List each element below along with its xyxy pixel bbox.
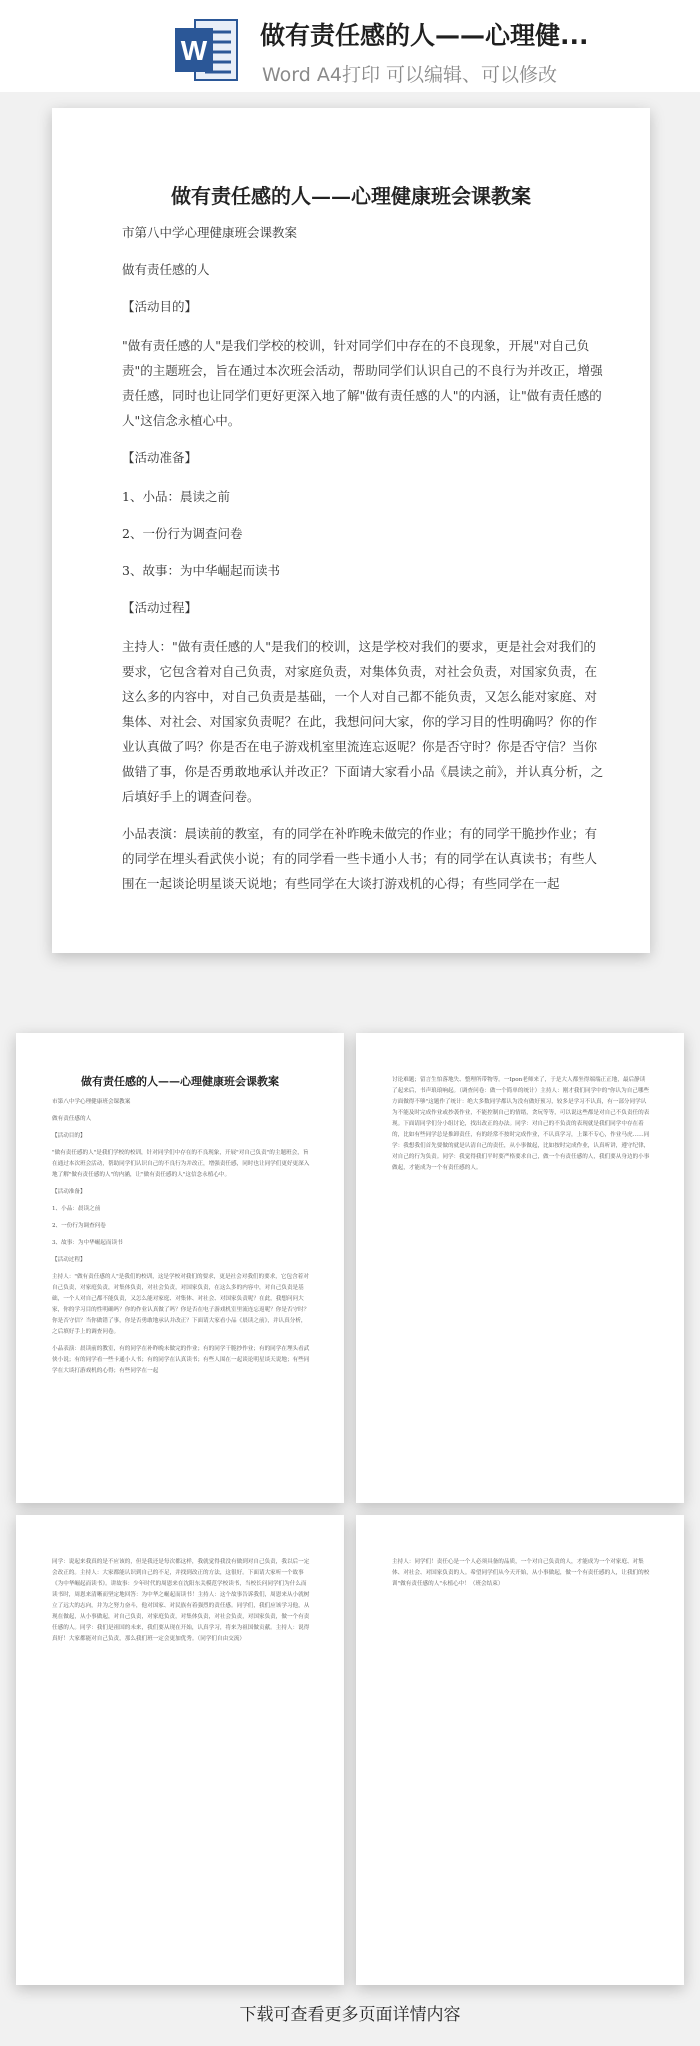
thumb-body — [392, 1557, 650, 1596]
thumb-line: 【活动目的】 — [52, 1133, 86, 1139]
thumb-line: 3、故事：为中华崛起而读书 — [52, 1240, 123, 1246]
thumb-line: 小品表演：晨读前的教室，有的同学在补昨晚未做完的作业；有的同学干脆抄作业；有的同学在埋头看武侠小说；有的同学看一些卡通小人书；有的同学在认真读书；有些人围在一起谈论明星谈天说地；有些同学在大谈打游戏机的心得；有些同学在一起 — [52, 1346, 310, 1374]
thumb-line: 主持人："做有责任感的人"是我们的校训，这是学校对我们的要求，更是社会对我们的要求，它包含着对自己负责，对家庭负责，对集体负责，对社会负责，对国家负责，在这么多的内容中，对自己负责是基础，一个人对自己都不能负责，又怎么能对家庭、对集体、对社会、对国家负责呢？在此，我想问问大家，你的学习目的性明确吗？你的作业认真做了吗？你是否在电子游戏机室里流连忘返呢？你是否守时？你是否守信？当你做错了事，你是否勇敢地承认并改正？下面请大家看小品《晨读之前》，并认真分析，之后填好手上的调查问卷。 — [52, 1274, 310, 1335]
thumb-line: 做有责任感的人 — [52, 1116, 92, 1122]
thumbnail-page-4[interactable] — [356, 1515, 684, 1985]
prep-item: 3、故事：为中华崛起而读书 — [122, 563, 280, 578]
section-heading-goal: 【活动目的】 — [122, 299, 198, 314]
page-body — [122, 220, 608, 908]
thumbnail-page-1[interactable] — [16, 1033, 344, 1503]
section-heading-process: 【活动过程】 — [122, 600, 198, 615]
word-icon-letter: W — [180, 35, 208, 66]
host-paragraph: 主持人："做有责任感的人"是我们的校训，这是学校对我们的要求，更是社会对我们的要求，它包含着对自己负责，对家庭负责，对集体负责，对社会负责，对国家负责，在这么多的内容中，对自己负责是基础，一个人对自己都不能负责，又怎么能对家庭、对集体、对社会、对国家负责呢？在此，我想问问大家，你的学习目的性明确吗？你的作业认真做了吗？你是否在电子游戏机室里流连忘返呢？你是否守时？你是否守信？当你做错了事，你是否勇敢地承认并改正？下面请大家看小品《晨读之前》，并认真分析，之后填好手上的调查问卷。 — [122, 639, 604, 804]
thumb-text: 同学：说起来我真的是不应该的，但是我还是每次都这样，我就觉得我没有做到对自己负责，我以后一定会改正的。主持人：大家都能认识到自己的不足，并找到改正的方法，这很好。下面请大家听一个故事《为中华崛起而读书》。讲故事：少年时代的周恩来在沈阳东关模范学校读书，当校长问同学们为什么而读书时，周恩来清晰而坚定地回答：为中华之崛起而读书！主持人：这个故事告诉我们，周恩来从小就树立了远大的志向，并为之努力奋斗，他对国家、对民族有着强烈的责任感。同学们，我们应该学习他，从现在做起，从小事做起，对自己负责，对家庭负责，对集体负责，对社会负责，对国家负责，做一个有责任感的人。同学：我们是祖国的未来，我们要从现在开始，认真学习，将来为祖国做贡献。主持人：说得真好！大家都能对自己负责，那么我们班一定会更加优秀。（同学们自由交流） — [52, 1559, 310, 1642]
thumb-body — [52, 1557, 310, 1651]
word-icon — [175, 18, 239, 82]
org-line: 市第八中学心理健康班会课教案 — [122, 225, 298, 240]
subject-line: 做有责任感的人 — [122, 262, 210, 277]
header-banner — [0, 0, 700, 92]
thumb-line: "做有责任感的人"是我们学校的校训，针对同学们中存在的不良现象，开展"对自己负责"的主题班会，旨在通过本次班会活动，帮助同学们认识自己的不良行为并改正，增强责任感，同时也让同学们更好更深入地了解"做有责任感的人"的内涵，让"做有责任感的人"这信念永植心中。 — [52, 1150, 310, 1178]
thumb-line: 1、小品：晨读之前 — [52, 1206, 101, 1212]
thumb-line: 2、一份行为调查问卷 — [52, 1223, 106, 1229]
prep-item: 1、小品：晨读之前 — [122, 489, 230, 504]
thumb-body — [52, 1097, 310, 1383]
thumb-line: 【活动过程】 — [52, 1257, 86, 1263]
skit-paragraph: 小品表演：晨读前的教室，有的同学在补昨晚未做完的作业；有的同学干脆抄作业；有的同学在埋头看武侠小说；有的同学看一些卡通小人书；有的同学在认真读书；有些人围在一起谈论明星谈天说地；有些同学在大谈打游戏机的心得；有些同学在一起 — [122, 826, 598, 891]
page-title: 做有责任感的人——心理健康班会课教案 — [171, 184, 531, 208]
document-title: 做有责任感的人——心理健... — [260, 21, 589, 50]
thumb-text: 讨论难题；留言生怕落地失、整理所带物等。一Ipon老师来了，于是大人都坐得端端正正地，最后静读了起来后，书声琅琅响起。（调查问卷：做一个简单的统计）主持人：刚才我们同学中的"你认为自己哪些方面做得不够"这题作了统计：绝大多数同学都认为没有做好预习，较多是学习不认真，有一部分同学认为不能及时完成作业或抄袭作业，不能控制自己的情绪，贪玩等等，可以说这些都是对自己不负责任的表现。下面请同学们分小组讨论，找出改正的办法。同学：对自己的不负责的表现就是我们同学中存在着的，比如有些同学总是推卸责任，有的经常不按时完成作业，不认真学习，上课不专心，作业马虎……同学：我想我们首先要做的就是认清自己的责任，从小事做起，比如按时完成作业，认真听讲，遵守纪律，对自己的行为负责。同学：我觉得我们平时要严格要求自己，做一个有责任感的人，我们要从身边的小事做起，才能成为一个有责任感的人。 — [392, 1077, 650, 1171]
thumb-text: 主持人：同学们！责任心是一个人必须具备的品质，一个对自己负责的人，才能成为一个对家庭、对集体、对社会、对国家负责的人。希望同学们从今天开始，从小事做起，做一个有责任感的人，让我们的校训"做有责任感的人"永植心中！（班会结束） — [392, 1559, 650, 1587]
section-heading-prep: 【活动准备】 — [122, 450, 198, 465]
thumbnail-page-3[interactable] — [16, 1515, 344, 1985]
thumb-body — [392, 1075, 650, 1180]
prep-item: 2、一份行为调查问卷 — [122, 526, 243, 541]
thumbnail-page-2[interactable] — [356, 1033, 684, 1503]
thumb-title: 做有责任感的人——心理健康班会课教案 — [81, 1075, 279, 1088]
goal-paragraph: "做有责任感的人"是我们学校的校训，针对同学们中存在的不良现象，开展"对自己负责"的主题班会，旨在通过本次班会活动，帮助同学们认识自己的不良行为并改正，增强责任感，同时也让同学们更好更深入地了解"做有责任感的人"的内涵，让"做有责任感的人"这信念永植心中。 — [122, 338, 603, 428]
thumb-line: 市第八中学心理健康班会课教案 — [52, 1099, 131, 1105]
document-subtitle: Word A4打印 可以编辑、可以修改 — [262, 64, 558, 86]
download-more-link[interactable]: 下载可查看更多页面详情内容 — [239, 2005, 461, 2025]
main-page-preview[interactable] — [52, 108, 650, 953]
thumb-line: 【活动准备】 — [52, 1189, 86, 1195]
